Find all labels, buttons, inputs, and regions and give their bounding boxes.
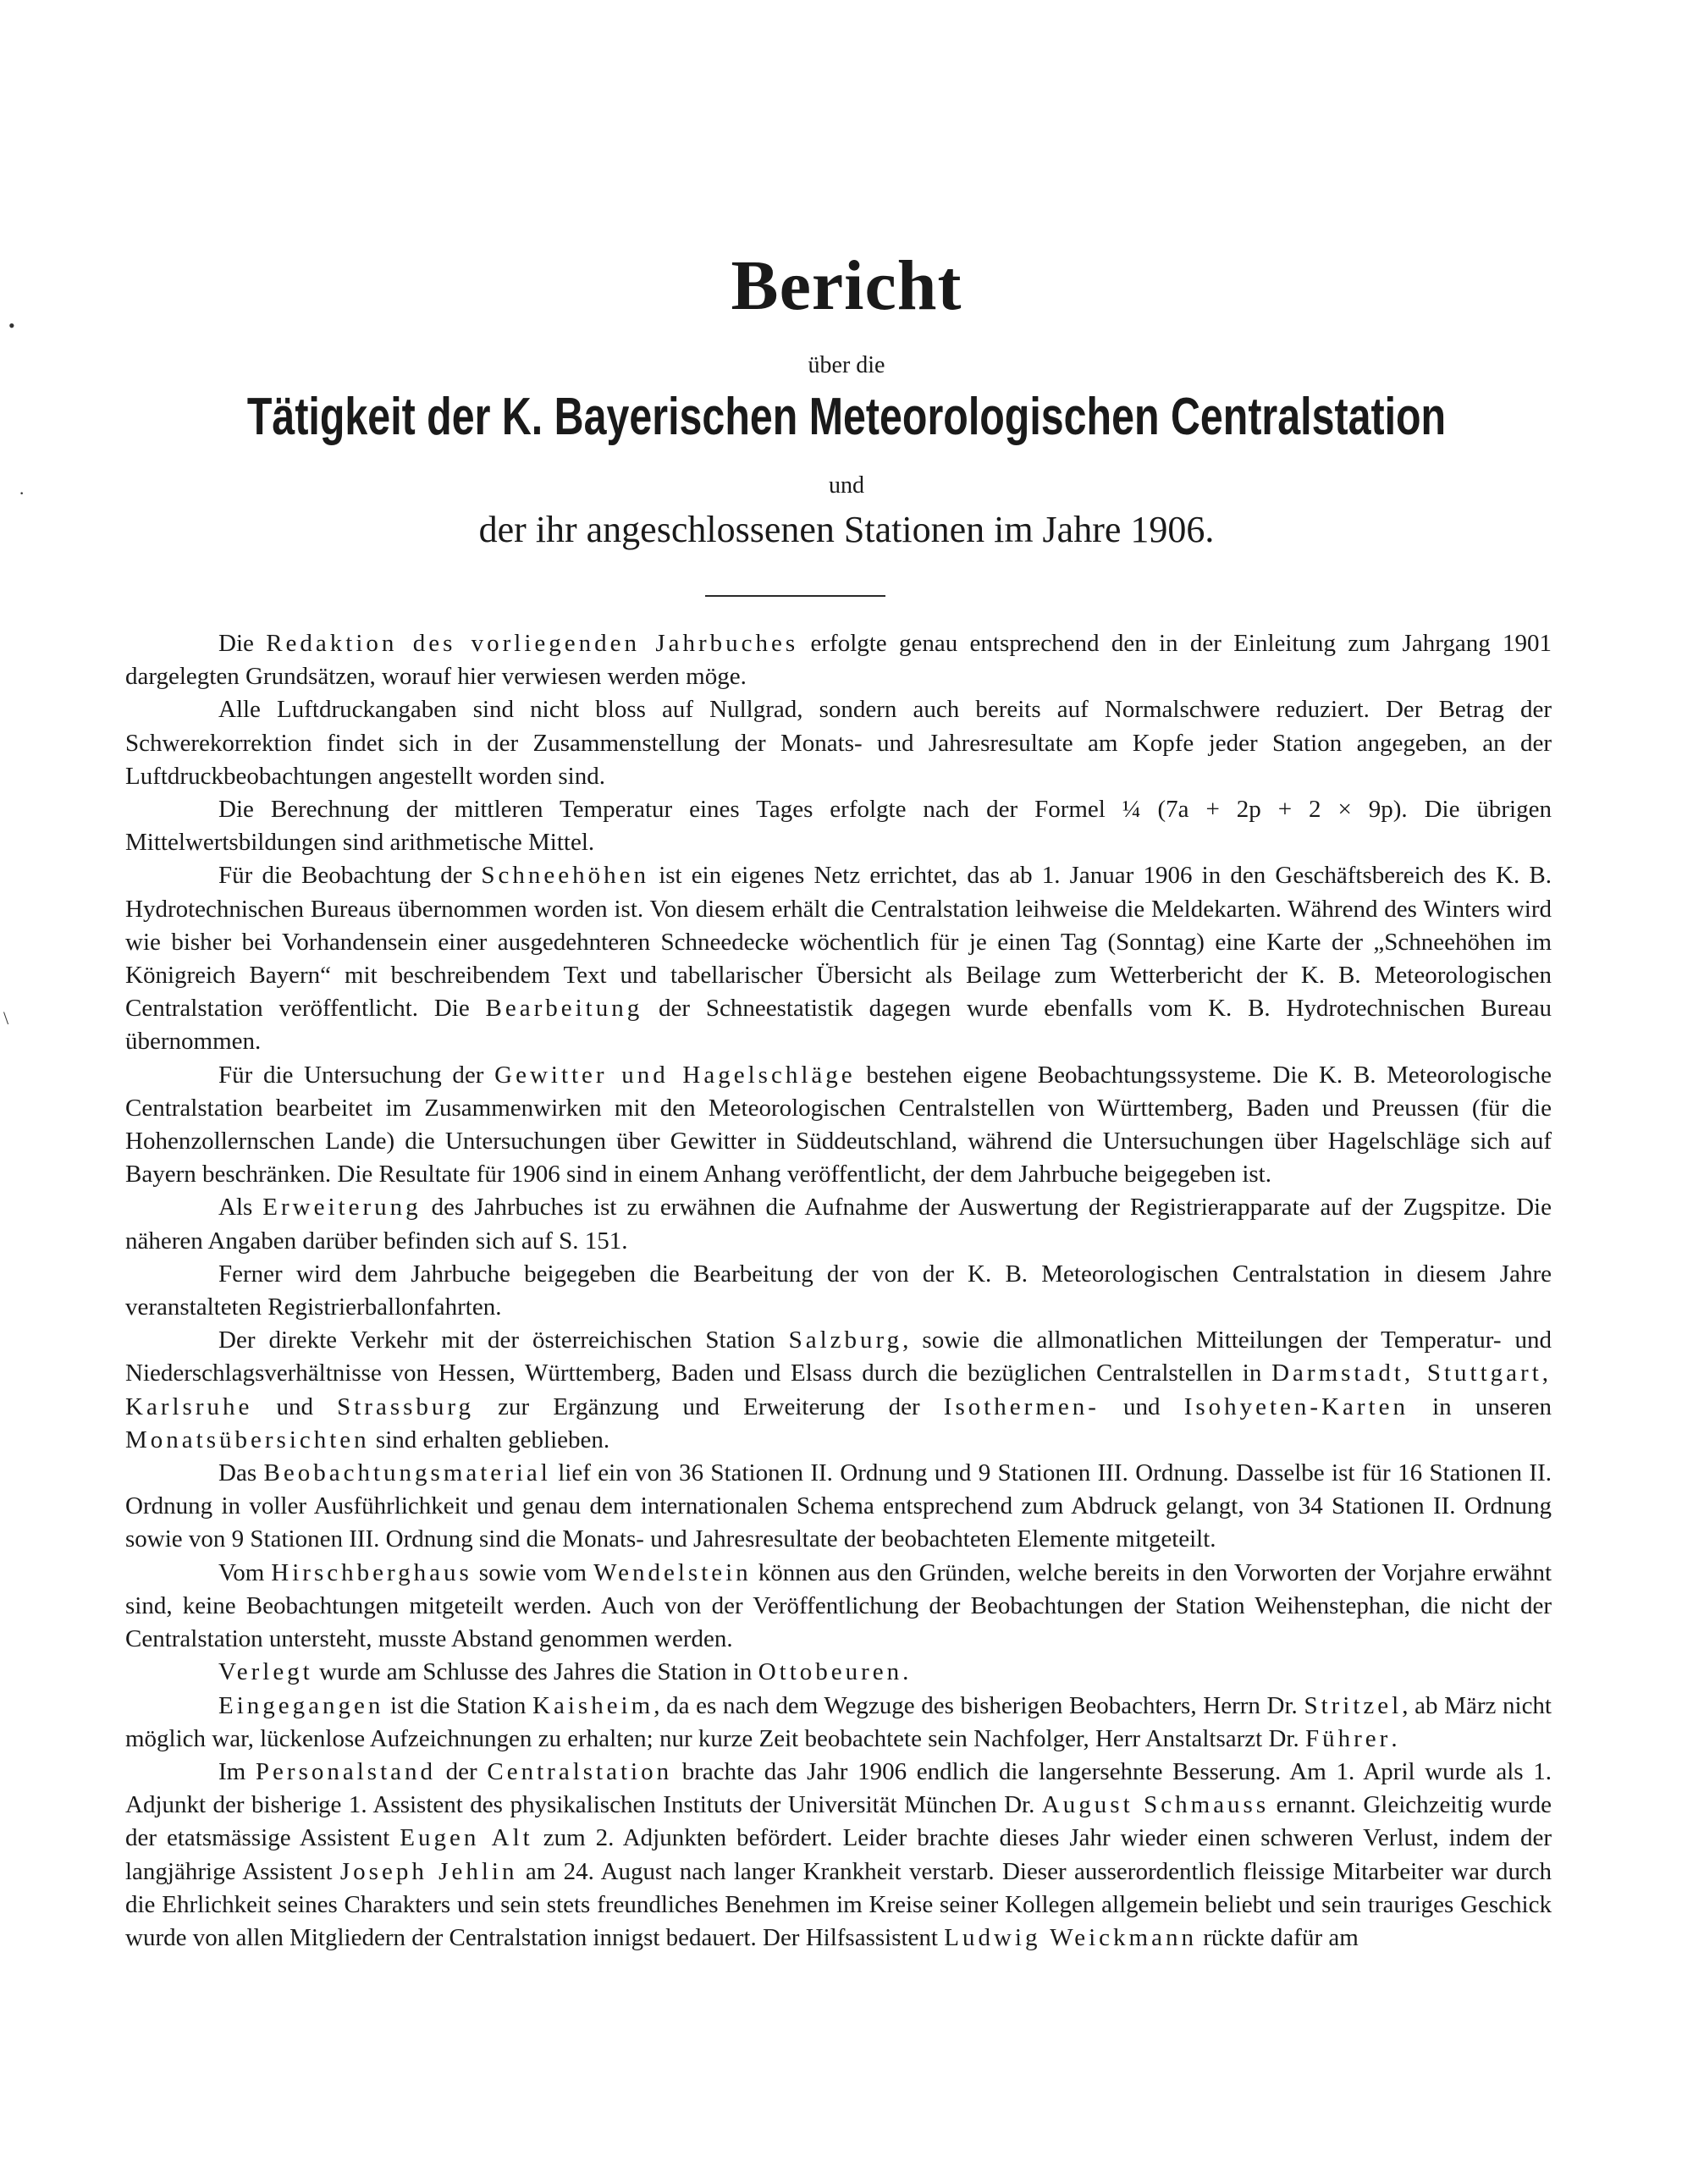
spaced-emphasis: Darmstadt, Stuttgart, Karlsruhe [125,1359,1552,1420]
spaced-emphasis: August Schmauss [1041,1791,1270,1819]
spaced-emphasis: Isohyeten-Karten [1183,1393,1409,1420]
text: Als [218,1194,263,1222]
text: ist ein eigenes Netz errichtet, das ab 1. Januar 1906 in den Geschäftsbereich des K. B. Hydrotechnischen Bureaus übernommen worden ist. Von diesem erhält die Centralstation leihweise die Meldekarten. Während des Winters wird wie bisher bei Vorhandensein einer ausgedehnteren Schneedecke wöchentlich für je einen Tag (Sonntag) eine Karte der „Schneehöhen im Königreich Bayern“ mit beschreibendem Text und tabellarischer Übersicht als Beilage zum Wetterbericht der K. B. Meteorologischen Centralstation veröffentlicht. Die [125,862,1552,1023]
spaced-emphasis: Kaisheim [532,1691,654,1719]
spaced-emphasis: Ludwig Weickmann [944,1923,1197,1951]
margin-mark: \ [3,1007,9,1029]
text: , ab März nicht möglich war, lückenlose Aufzeichnungen zu erhalten; nur kurze Zeit beobachtete sein Nachfolger, Herr Anstaltsarzt Dr. [125,1691,1552,1752]
text: in unseren [1409,1393,1552,1420]
text: rückte dafür am [1196,1923,1359,1951]
text: sind erhalten geblieben. [369,1426,610,1453]
text: der Schneestatistik dagegen wurde ebenfalls vom K. B. Hydrotechnischen Bureau übernommen. [125,995,1552,1056]
spaced-emphasis: Eingegangen [218,1691,384,1719]
text: zum 2. Adjunkten befördert. Leider brachte dieses Jahr wieder einen schweren Verlust, indem der langjährige Assistent [125,1824,1552,1885]
text: zur Ergänzung und Erweiterung der [474,1393,944,1420]
paragraph-redaktion [125,627,1552,693]
text: brachte das Jahr 1906 endlich die langersehnte Besserung. Am 1. April wurde als 1. Adjunkt der bisherige 1. Assistent des physikalischen Instituts der Universität München Dr. [125,1757,1552,1819]
text: Für die Beobachtung der [218,862,482,890]
text: bestehen eigene Beobachtungssysteme. Die K. B. Meteorologische Centralstation bearbeitet im Zusammenwirken mit den Meteorologischen Centralstellen von Württemberg, Baden und Preussen (für die Hohenzollernschen Lande) die Untersuchungen über Gewitter in Süddeutschland, während die Untersuchungen über Hagelschläge sich auf Bayern beschränken. Die Resultate für 1906 sind in einem Anhang veröffentlicht, der dem Jahrbuche beigegeben ist. [125,1061,1552,1189]
spaced-emphasis: Strassburg [337,1393,475,1420]
spaced-emphasis: Isothermen- [943,1393,1100,1420]
text: Das [218,1459,264,1487]
text: lief ein von 36 Stationen II. Ordnung und 9 Stationen III. Ordnung. Dasselbe ist für 16 Stationen II. Ordnung in voller Ausführlichkeit und genau dem internationalen Schema entsprechend zum Abdruck gelangt, von 34 Stationen II. Ordnung sowie von 9 Stationen III. Ordnung sind die Monats- und Jahresresultate der beobachteten Elemente mitgeteilt. [125,1459,1552,1553]
margin-mark: • [8,315,15,336]
spaced-emphasis: Führer [1304,1724,1392,1752]
spaced-emphasis: Redaktion des vorliegenden Jahrbuches [266,630,799,657]
text: und [1099,1393,1184,1420]
paragraph-registrierballon [125,1258,1552,1324]
text: am 24. August nach langer Krankheit verstarb. Dieser ausserordentlich fleissige Mitarbeiter war durch die Ehrlichkeit seines Charakters und sein stets freundliches Benehmen im Kreise seiner Kollegen allgemein beliebt und sein trauriges Geschick wurde von allen Mitgliedern der Centralstation innigst bedauert. Der Hilfsassistent [125,1857,1552,1951]
paragraph-beobachtungsmaterial [125,1457,1552,1557]
paragraph-verkehr [125,1324,1552,1457]
spaced-emphasis: Ottobeuren [758,1658,903,1686]
spaced-emphasis: Eugen Alt [400,1824,533,1852]
text: Ferner wird dem Jahrbuche beigegeben die Bearbeitung der von der K. B. Meteorologischen Centralstation in diesem Jahre veranstalteten Registrierballonfahrten. [125,1260,1552,1321]
spaced-emphasis: Personalstand [255,1757,436,1785]
title-connector-ueber: über die [808,352,885,378]
title-connector-und: und [829,472,864,499]
paragraph-hirschberghaus [125,1557,1552,1657]
text: und [252,1393,338,1420]
text: Für die Untersuchung der [218,1061,495,1089]
text: des Jahrbuches ist zu erwähnen die Aufnahme der Auswertung der Registrierapparate auf der Zugspitze. Die näheren Angaben darüber befinden sich auf S. 151. [125,1194,1552,1255]
report-subline: der ihr angeschlossenen Stationen im Jahre 1906. [478,509,1215,550]
spaced-emphasis: Beobachtungsmaterial [263,1459,551,1487]
margin-mark: · [19,483,25,504]
report-headline: Tätigkeit der K. Bayerischen Meteorologischen Centralstation [246,388,1447,446]
paragraph-personalstand [125,1756,1552,1955]
text: Der direkte Verkehr mit der österreichischen Station [218,1326,789,1354]
spaced-emphasis: Monatsübersichten [125,1426,370,1453]
text: ernannt. Gleichzeitig wurde der etatsmässige Assistent [125,1791,1552,1852]
spaced-emphasis: Stritzel [1304,1691,1403,1719]
text: erfolgte genau entsprechend den in der Einleitung zum Jahrgang 1901 dargelegten Grundsätzen, worauf hier verwiesen werden möge. [125,630,1552,691]
text: . [902,1658,909,1686]
spaced-emphasis: Centralstation [487,1757,673,1785]
text: der [436,1757,488,1785]
spaced-emphasis: Erweiterung [262,1194,422,1222]
spaced-emphasis: Joseph Jehlin [339,1857,518,1885]
text: Vom [218,1558,272,1586]
spaced-emphasis: Wendelstein [593,1558,752,1586]
text: Alle Luftdruckangaben sind nicht bloss auf Nullgrad, sondern auch bereits auf Normalschwere reduziert. Der Betrag der Schwerekorrektion findet sich in der Zusammenstellung der Monats- und Jahresresultate am Kopfe jeder Station angegeben, an der Luftdruckbeobachtungen angestellt worden sind. [125,696,1552,790]
paragraph-luftdruck [125,693,1552,793]
text: können aus den Gründen, welche bereits in den Vorworten der Vorjahre erwähnt sind, keine Beobachtungen mitgeteilt werden. Auch von der Veröffentlichung der Beobachtungen der Station Weihenstephan, die nicht der Centralstation untersteht, musste Abstand genommen werden. [125,1558,1552,1653]
text: ist die Station [383,1691,533,1719]
spaced-emphasis: Schneehöhen [481,862,650,890]
text: Im [218,1757,256,1785]
paragraph-temperatur [125,793,1552,859]
report-title: Bericht [731,246,962,325]
spaced-emphasis: Verlegt [218,1658,313,1686]
text: sowie vom [472,1558,594,1586]
paragraph-erweiterung [125,1191,1552,1257]
paragraph-verlegt [125,1656,1552,1689]
report-body [125,627,1552,1955]
paragraph-eingegangen [125,1690,1552,1756]
text: , da es nach dem Wegzuge des bisherigen Beobachters, Herrn Dr. [653,1691,1304,1719]
paragraph-schneehoehen [125,859,1552,1058]
paragraph-gewitter [125,1059,1552,1192]
spaced-emphasis: Bearbeitung [485,995,643,1023]
spaced-emphasis: Hirschberghaus [271,1558,472,1586]
text: . [1391,1724,1398,1752]
title-divider [705,595,885,597]
text: , sowie die allmonatlichen Mitteilungen der Temperatur- und Niederschlagsverhältnisse von Hessen, Württemberg, Baden und Elsass durch die bezüglichen Centralstellen in [125,1326,1552,1387]
spaced-emphasis: Salzburg [788,1326,903,1354]
text: wurde am Schlusse des Jahres die Station in [312,1658,758,1686]
text: Die Berechnung der mittleren Temperatur eines Tages erfolgte nach der Formel ¼ (7a + 2p + 2 × 9p). Die übrigen Mittelwertsbildungen sind arithmetische Mittel. [125,796,1552,857]
spaced-emphasis: Gewitter und Hagelschläge [494,1061,856,1089]
text: Die [218,630,267,657]
